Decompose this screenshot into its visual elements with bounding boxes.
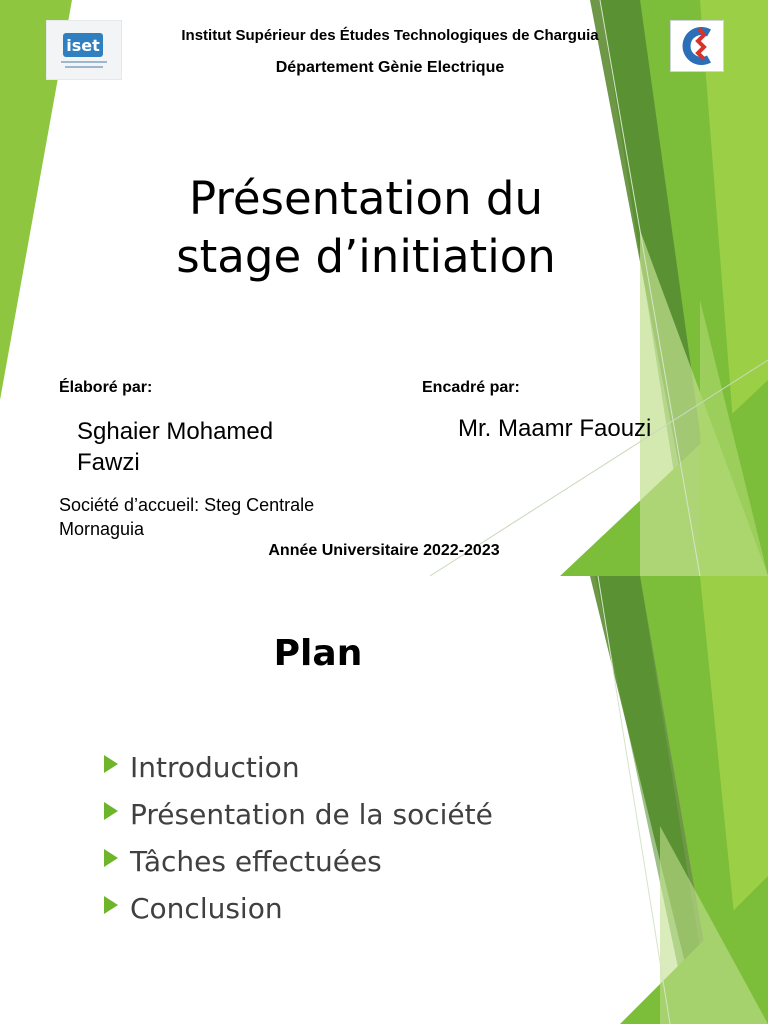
- department-name: Département Gènie Electrique: [275, 59, 505, 76]
- list-item-label: Tâches effectuées: [130, 845, 382, 878]
- supervised-by-label: Encadré par:: [422, 379, 520, 396]
- plan-list: [104, 744, 493, 932]
- plan-slide: [0, 576, 768, 1024]
- list-item: [104, 744, 493, 791]
- title-line-1: Présentation du: [188, 172, 543, 225]
- list-item: [104, 885, 493, 932]
- triangle-bullet-icon: [104, 849, 118, 867]
- list-item-label: Présentation de la société: [130, 798, 493, 831]
- svg-text:iset: iset: [66, 36, 100, 55]
- title-line-2: stage d’initiation: [176, 230, 556, 283]
- triangle-bullet-icon: [104, 896, 118, 914]
- prepared-by-label: Élaboré par:: [59, 379, 153, 396]
- presentation-title: [110, 170, 622, 286]
- academic-year: Année Universitaire 2022-2023: [268, 542, 500, 559]
- institute-name: Institut Supérieur des Études Technologiques de Charguia: [181, 27, 599, 44]
- list-item-label: Introduction: [130, 751, 300, 784]
- plan-title: Plan: [273, 633, 363, 674]
- host-company-line-2: Mornaguia: [59, 519, 145, 539]
- steg-logo: [670, 20, 724, 72]
- triangle-bullet-icon: [104, 802, 118, 820]
- list-item-label: Conclusion: [130, 892, 283, 925]
- iset-logo: [46, 20, 122, 80]
- student-name-line-2: Fawzi: [77, 449, 140, 476]
- list-item: [104, 791, 493, 838]
- host-company: [59, 493, 389, 541]
- host-company-line-1: Société d’accueil: Steg Centrale: [59, 495, 315, 515]
- student-name-line-1: Sghaier Mohamed: [77, 418, 274, 445]
- list-item: [104, 838, 493, 885]
- triangle-bullet-icon: [104, 755, 118, 773]
- student-name: [77, 416, 273, 478]
- supervisor-name: Mr. Maamr Faouzi: [458, 415, 652, 442]
